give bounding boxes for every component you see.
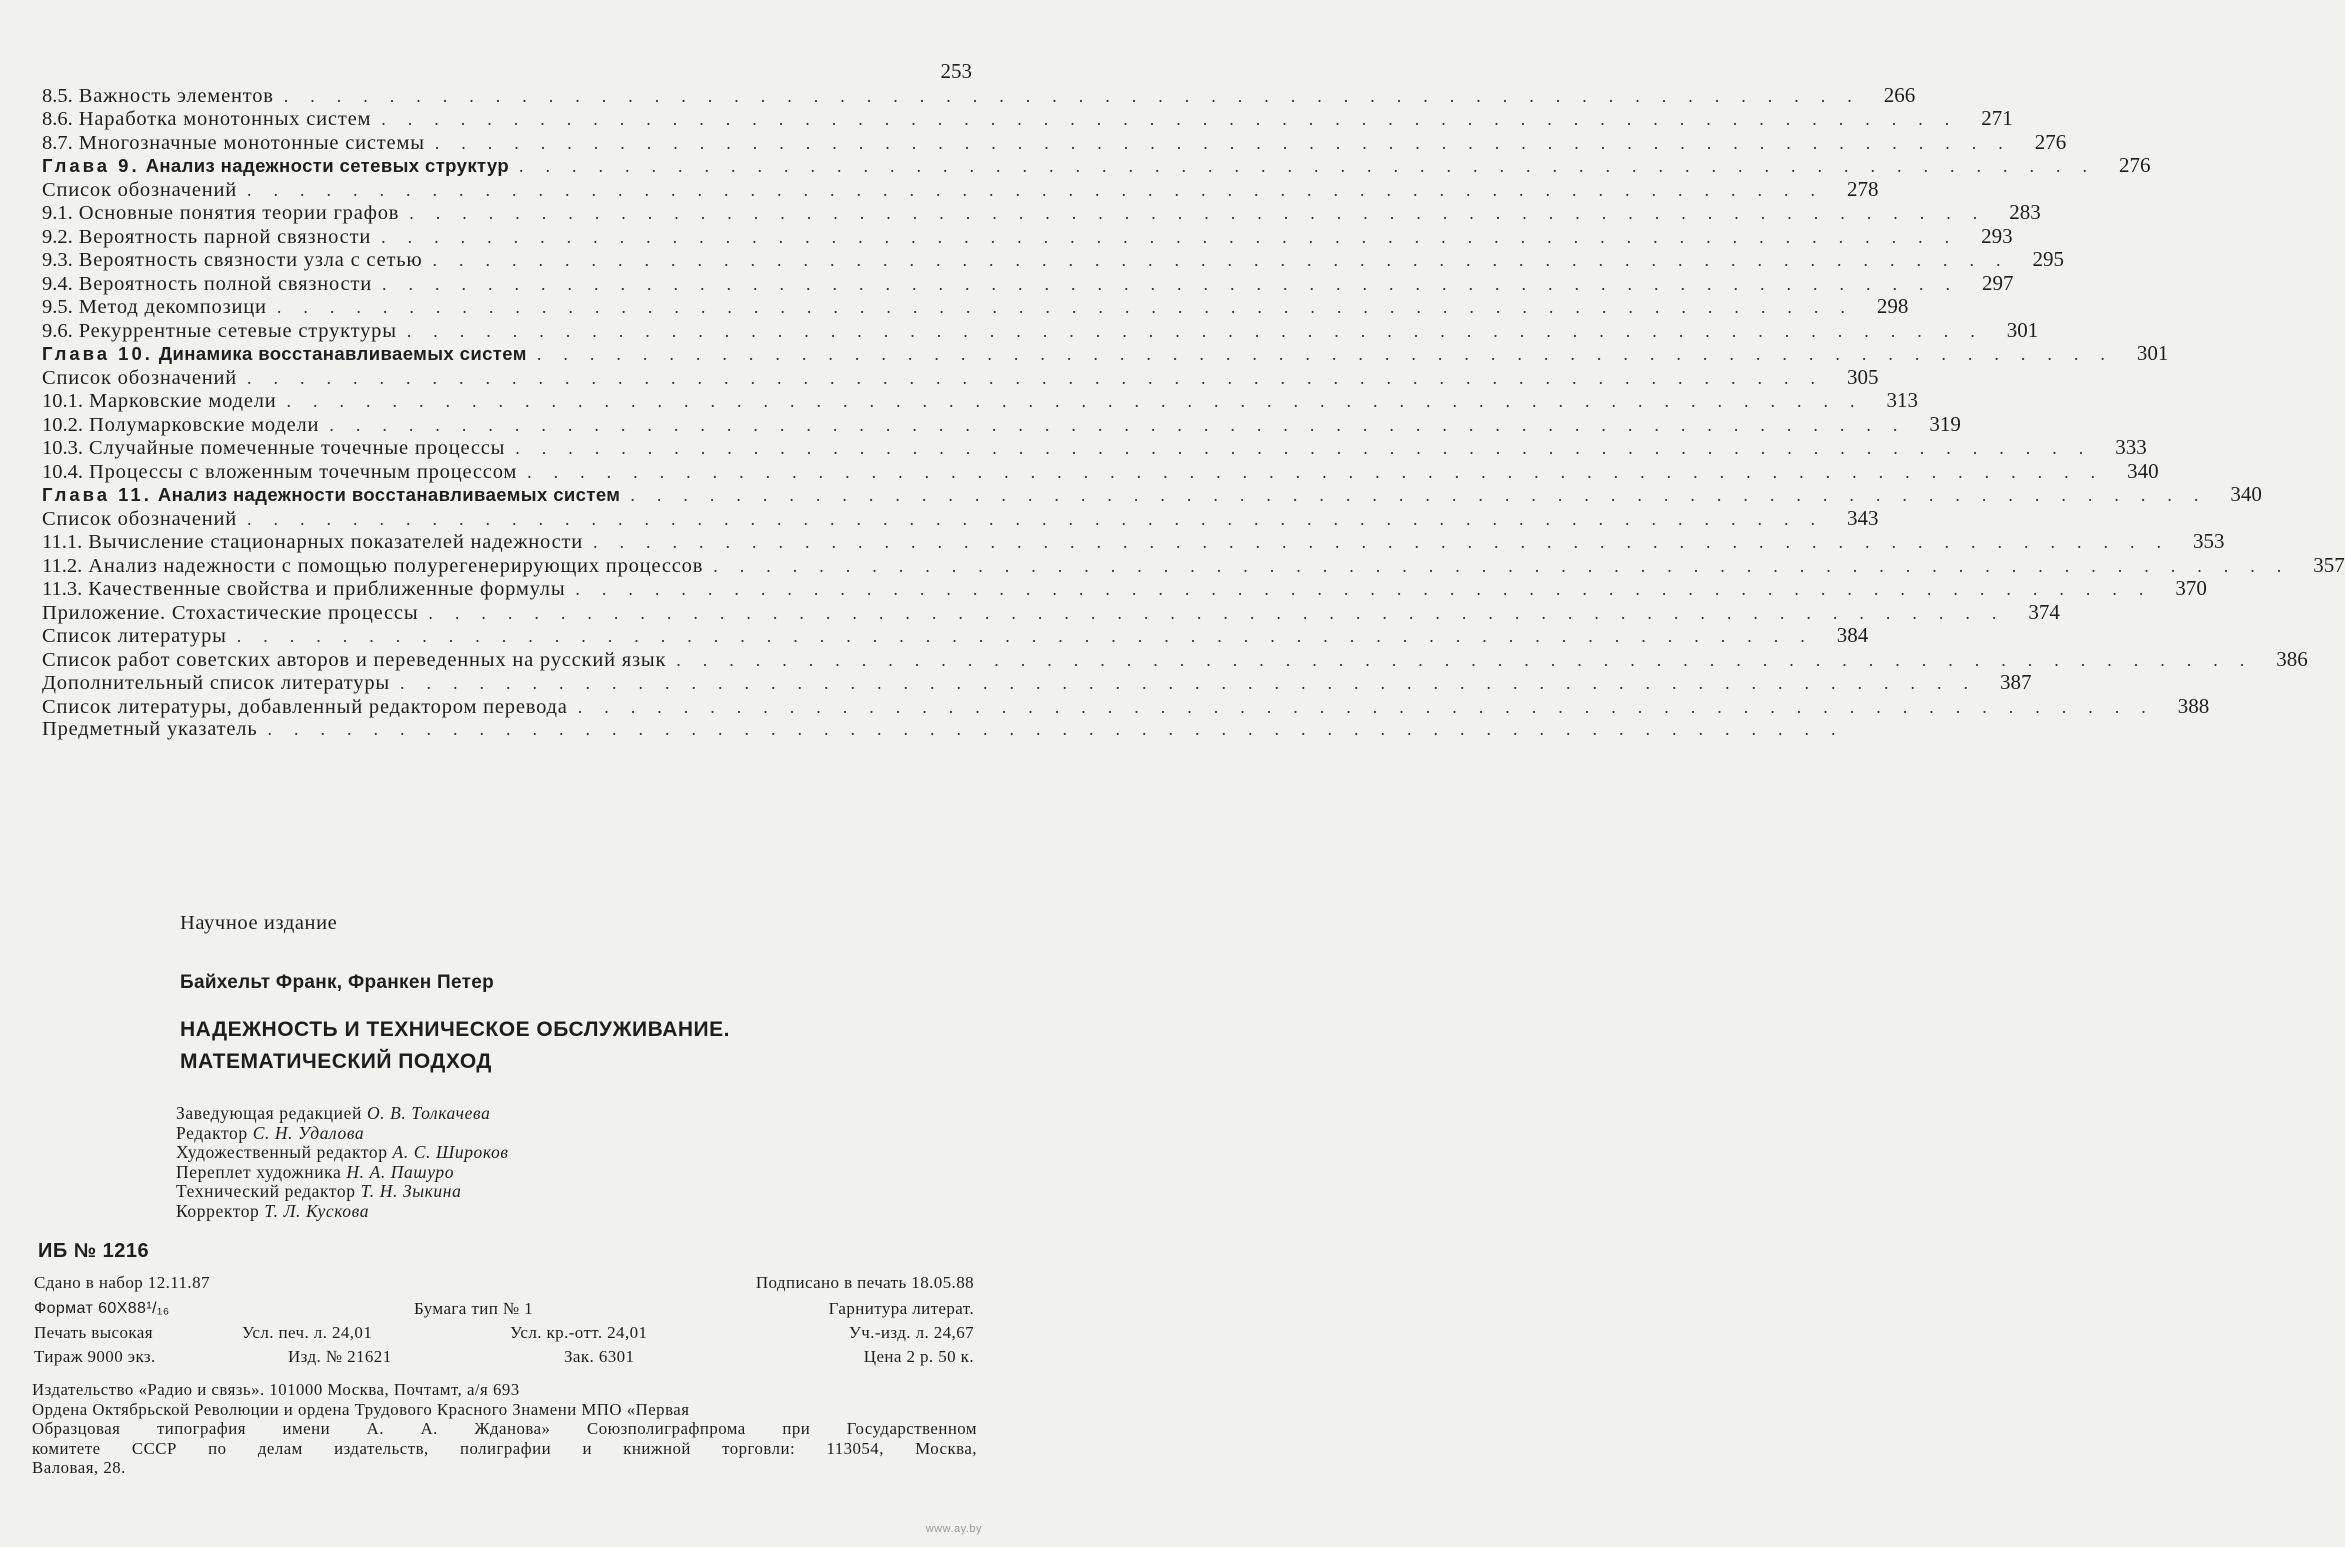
toc-row: [42, 294, 1909, 319]
book-title-line: МАТЕМАТИЧЕСКИЙ ПОДХОД: [180, 1050, 492, 1073]
toc-page-number: 343: [1847, 505, 1879, 530]
credit-person: С. Н. Удалова: [252, 1122, 365, 1143]
credit-person: О. В. Толкачева: [366, 1103, 491, 1123]
credit-line: [176, 1202, 509, 1222]
toc-leader-dots: ............................................................: [515, 438, 2106, 458]
toc-section-number: Глава 10.: [42, 343, 153, 364]
toc-title: Анализ надежности восстанавливаемых систем: [157, 484, 621, 505]
toc-leader-dots: ............................................................: [381, 273, 1972, 294]
toc-section-number: 9.6.: [42, 319, 73, 342]
toc-page-number: 297: [1981, 270, 2014, 295]
spec-cell: Усл. печ. л. 24,01: [242, 1323, 373, 1342]
toc-section-number: 9.1.: [42, 202, 73, 224]
watermark: www.ay.by: [925, 1523, 982, 1535]
toc-leader-dots: ............................................................: [432, 250, 2023, 270]
toc-leader-dots: ............................................................: [381, 109, 1972, 129]
toc-row: [42, 576, 2207, 601]
toc-section-number: 9.5.: [42, 296, 73, 318]
toc-leader-dots: ............................................................: [286, 391, 1877, 411]
toc-row: [42, 247, 2064, 272]
spec-cell: Гарнитура литерат.: [828, 1299, 974, 1318]
toc-title: Приложение. Стохастические процессы: [42, 601, 419, 624]
toc-row: [42, 200, 2041, 225]
credit-role: Технический редактор: [176, 1181, 356, 1201]
toc-page-number: 301: [2136, 341, 2169, 365]
toc-page-number: 301: [2006, 317, 2039, 342]
toc-page-number: 278: [1847, 176, 1879, 201]
toc-leader-dots: ............................................................: [536, 344, 2127, 364]
toc-title: Случайные помеченные точечные процессы: [89, 437, 506, 459]
toc-leader-dots: ............................................................: [630, 485, 2221, 505]
toc-title: Метод декомпозици: [78, 296, 267, 318]
toc-leader-dots: ............................................................: [527, 461, 2118, 482]
toc-section-number: 10.3.: [42, 437, 83, 459]
spec-row: [34, 1298, 974, 1320]
toc-top-page: [42, 60, 972, 84]
printer-line: комитете СССР по делам издательств, полиграфии и книжной торговли: 113054, Москва,: [32, 1438, 977, 1458]
toc-page-number: 340: [2127, 458, 2159, 483]
toc-page-number: 266: [1883, 82, 1916, 107]
toc-title: Наработка монотонных систем: [78, 108, 372, 130]
spec-cell: Изд. № 21621: [288, 1347, 392, 1366]
edition-type: Научное издание: [180, 912, 338, 934]
toc-page-number: 374: [2028, 599, 2060, 624]
toc-section-number: 10.2.: [42, 413, 83, 436]
toc-title: Полумарковские модели: [89, 413, 320, 436]
toc-title: Вероятность парной связности: [78, 225, 372, 248]
toc-page-number: 370: [2175, 576, 2207, 600]
credit-person: Т. Л. Кускова: [264, 1200, 370, 1221]
toc-row: [42, 599, 2060, 625]
toc-row: [42, 718, 1858, 742]
toc-title: Многозначные монотонные системы: [78, 131, 425, 154]
toc-page-number: 340: [2230, 482, 2262, 506]
book-title: [180, 1014, 730, 1078]
toc-row: [42, 106, 2013, 131]
toc-section-number: 9.2.: [42, 225, 73, 248]
toc-title: Список литературы, добавленный редактором перевода: [42, 695, 568, 718]
toc-leader-dots: ............................................................: [276, 297, 1867, 317]
credit-line: [176, 1163, 509, 1183]
toc-row: [42, 129, 2067, 155]
toc-page-number: 388: [2177, 693, 2210, 718]
toc-leader-dots: ............................................................: [236, 626, 1827, 646]
credit-line: [176, 1143, 509, 1163]
spec-cell: Цена 2 р. 50 к.: [863, 1347, 974, 1366]
toc-title: Список обозначений: [42, 178, 238, 201]
toc-title: Важность элементов: [78, 84, 274, 107]
toc-row: [42, 646, 2308, 672]
toc-page-number: 298: [1876, 294, 1909, 318]
toc-section-number: 8.5.: [42, 84, 73, 107]
toc-row: [42, 388, 1919, 413]
toc-title: Вычисление стационарных показателей надежности: [88, 531, 584, 553]
toc-section-number: Глава 9.: [42, 155, 140, 176]
toc-page-number: 353: [2193, 529, 2225, 553]
printer-line: Валовая, 28.: [32, 1458, 126, 1477]
toc-row: [42, 176, 1879, 202]
toc-row: [42, 411, 1961, 437]
toc-leader-dots: ............................................................: [409, 203, 2000, 223]
credit-line: [176, 1104, 509, 1124]
toc-leader-dots: ............................................................: [283, 85, 1874, 106]
toc-title: Список обозначений: [42, 366, 238, 389]
spec-cell: Зак. 6301: [564, 1347, 635, 1366]
credit-line: [176, 1182, 509, 1202]
toc-row: [42, 623, 1869, 648]
toc-row: [42, 364, 1879, 390]
toc-title: Основные понятия теории графов: [78, 202, 400, 224]
toc-leader-dots: ............................................................: [399, 673, 1990, 693]
toc-leader-dots: ............................................................: [428, 602, 2019, 623]
toc-row: [42, 82, 1916, 108]
toc-section-number: 11.3.: [42, 578, 83, 600]
credit-person: А. С. Широков: [392, 1142, 509, 1162]
toc-title: Список работ советских авторов и переведенных на русский язык: [42, 648, 667, 671]
spec-row: [34, 1346, 974, 1368]
book-title-line: НАДЕЖНОСТЬ И ТЕХНИЧЕСКОЕ ОБСЛУЖИВАНИЕ.: [180, 1018, 730, 1041]
printer-line: Образцовая типография имени А. А. Жданова» Союзполиграфпрома при Государственном: [32, 1419, 977, 1438]
toc-leader-dots: ............................................................: [577, 696, 2168, 717]
printer-line: Ордена Октябрьской Революции и ордена Трудового Красного Знамени МПО «Первая: [32, 1399, 690, 1419]
toc-leader-dots: ............................................................: [575, 579, 2166, 599]
toc-leader-dots: ............................................................: [247, 508, 1838, 529]
toc-title: Рекуррентные сетевые структуры: [78, 319, 397, 342]
table-of-contents: [42, 59, 2345, 742]
ib-number: ИБ № 1216: [38, 1240, 150, 1262]
toc-row: [42, 270, 2014, 296]
toc-page-number: 276: [2034, 129, 2067, 154]
toc-section-number: 10.1.: [42, 390, 83, 412]
printer-info: [32, 1400, 977, 1478]
toc-page-number: 283: [2009, 200, 2041, 224]
toc-leader-dots: ............................................................: [676, 649, 2267, 670]
toc-row: [42, 693, 2210, 719]
toc-title: Список литературы: [42, 625, 227, 647]
spec-cell: Тираж 9000 экз.: [34, 1347, 156, 1366]
toc-page-number: 386: [2276, 646, 2308, 671]
toc-page-number: 313: [1886, 388, 1919, 412]
toc-section-number: Глава 11.: [42, 484, 152, 505]
toc-section-number: 8.6.: [42, 108, 73, 130]
spec-cell: Сдано в набор 12.11.87: [34, 1273, 210, 1292]
spec-row: [34, 1322, 974, 1344]
toc-row: [42, 670, 2032, 695]
spec-row: [34, 1272, 974, 1294]
toc-page-number: 305: [1847, 364, 1879, 389]
toc-title: Анализ надежности сетевых структур: [145, 155, 510, 176]
toc-leader-dots: ............................................................: [434, 132, 2025, 153]
credit-role: Редактор: [176, 1122, 248, 1143]
spec-cell: Усл. кр.-отт. 24,01: [510, 1323, 648, 1342]
toc-page-number: 295: [2032, 247, 2064, 271]
toc-page-number: 357: [2313, 552, 2345, 577]
toc-title: Предметный указатель: [42, 718, 258, 740]
toc-row: [42, 223, 2013, 249]
toc-leader-dots: ............................................................: [329, 414, 1920, 435]
credit-line: [176, 1124, 509, 1144]
toc-page-number: 271: [1981, 106, 2013, 130]
toc-page-number: 293: [1981, 223, 2013, 248]
toc-chapter-row: [42, 482, 2262, 507]
toc-title: Вероятность связности узла с сетью: [78, 249, 423, 271]
toc-title: Качественные свойства и приближенные формулы: [88, 578, 566, 600]
toc-leader-dots: ............................................................: [267, 719, 1858, 739]
toc-title: Марковские модели: [89, 390, 277, 412]
spec-cell: Уч.-изд. л. 24,67: [848, 1323, 974, 1342]
toc-leader-dots: ............................................................: [593, 532, 2184, 552]
toc-leader-dots: ............................................................: [381, 226, 1972, 247]
spec-cell: Бумага тип № 1: [414, 1299, 534, 1318]
toc-section-number: 11.2.: [42, 554, 83, 577]
toc-section-number: 10.4.: [42, 460, 83, 483]
toc-row: [42, 505, 1879, 531]
spec-cell: Формат 60Х88¹/₁₆: [34, 1300, 170, 1317]
toc-page-number: 333: [2115, 435, 2147, 459]
toc-page-number: 387: [1999, 670, 2032, 694]
toc-row: [42, 435, 2147, 460]
toc-section-number: 9.4.: [42, 272, 73, 295]
spec-cell: Печать высокая: [34, 1323, 153, 1342]
toc-title: Динамика восстанавливаемых систем: [158, 343, 527, 364]
spec-cell: Подписано в печать 18.05.88: [755, 1273, 974, 1292]
toc-leader-dots: ............................................................: [713, 555, 2304, 576]
toc-row: [42, 317, 2039, 343]
toc-row: [42, 552, 2345, 578]
toc-row: [42, 458, 2159, 484]
toc-page-number: 253: [940, 59, 972, 83]
toc-title: Процессы с вложенным точечным процессом: [89, 460, 518, 483]
toc-leader-dots: ............................................................: [247, 367, 1838, 388]
toc-section-number: 9.3.: [42, 249, 73, 271]
toc-page-number: 276: [2119, 153, 2151, 177]
credit-role: Заведующая редакцией: [176, 1103, 362, 1123]
toc-page-number: 384: [1836, 623, 1869, 647]
credit-person: Н. А. Пашуро: [346, 1161, 455, 1182]
credit-role: Корректор: [176, 1200, 260, 1221]
toc-title: Анализ надежности с помощью полурегенерирующих процессов: [88, 554, 704, 577]
toc-leader-dots: ............................................................: [247, 179, 1838, 200]
credit-person: Т. Н. Зыкина: [360, 1181, 462, 1201]
credit-role: Художественный редактор: [176, 1142, 388, 1162]
toc-chapter-row: [42, 153, 2151, 178]
publisher-info: [32, 1380, 977, 1478]
authors: Байхельт Франк, Франкен Петер: [180, 972, 495, 993]
toc-leader-dots: ............................................................: [519, 156, 2110, 176]
toc-page-number: 319: [1929, 411, 1961, 436]
toc-leader-dots: ............................................................: [406, 320, 1997, 341]
toc-row: [42, 529, 2225, 554]
toc-section-number: 11.1.: [42, 531, 83, 553]
credit-role: Переплет художника: [176, 1161, 342, 1182]
toc-title: Дополнительный список литературы: [42, 672, 390, 694]
toc-title: Вероятность полной связности: [78, 272, 372, 295]
toc-title: Список обозначений: [42, 507, 238, 530]
credits: [176, 1104, 509, 1221]
toc-chapter-row: [42, 341, 2169, 366]
toc-section-number: 8.7.: [42, 131, 73, 154]
publisher-line: Издательство «Радио и связь». 101000 Москва, Почтамт, а/я 693: [32, 1380, 520, 1399]
